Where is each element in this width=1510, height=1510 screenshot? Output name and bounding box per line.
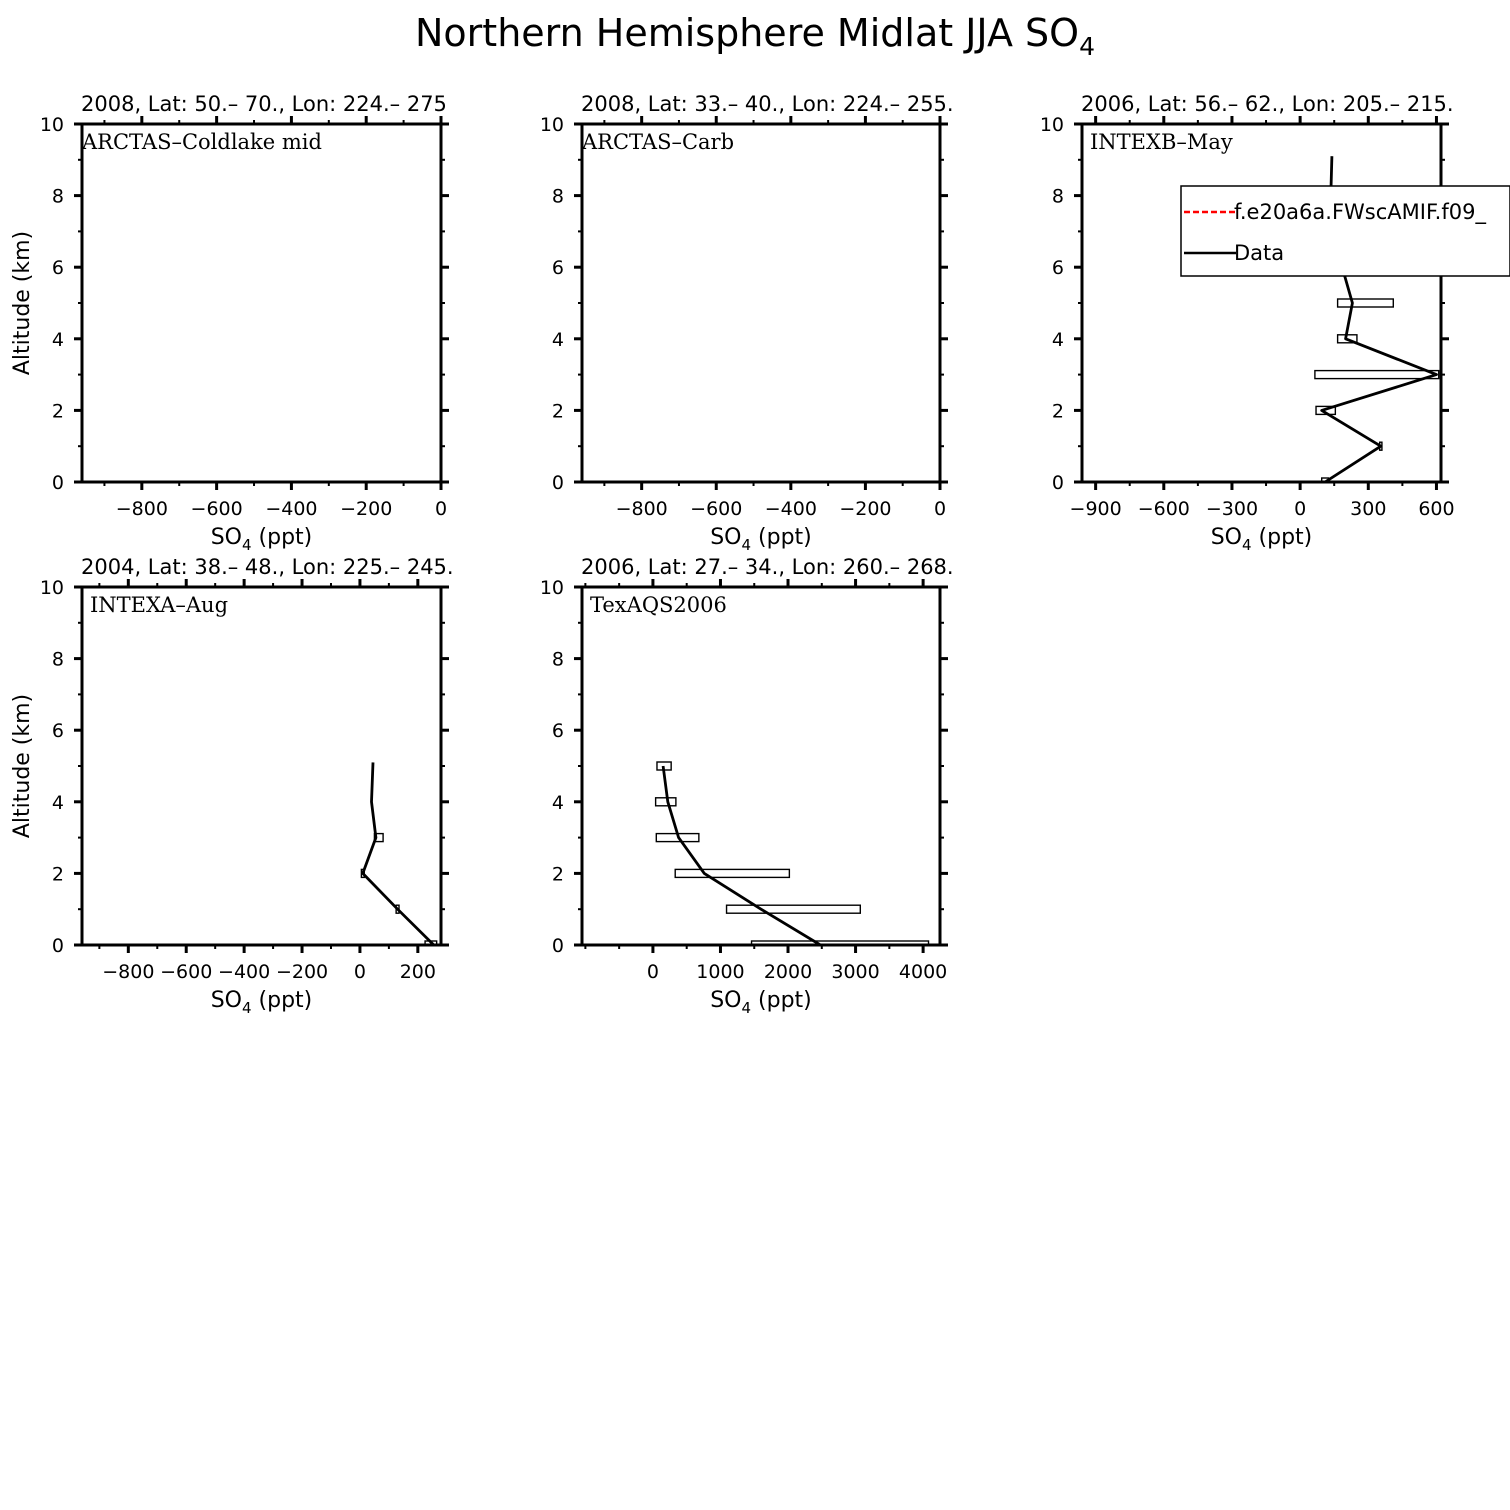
data-line — [663, 766, 820, 945]
x-axis-label — [710, 988, 812, 1017]
panel-label: TexAQS2006 — [590, 593, 727, 617]
x-axis-label-unit: (ppt) — [251, 525, 313, 550]
x-tick-label: −600 — [1137, 498, 1190, 520]
y-tick-label: 6 — [51, 720, 64, 743]
y-tick-label: 4 — [1051, 328, 1064, 351]
x-axis-label — [211, 525, 313, 554]
y-tick-label: 0 — [51, 472, 64, 494]
y-tick-label: 4 — [551, 791, 564, 814]
series-group — [656, 762, 929, 949]
plot-frame — [1082, 124, 1441, 482]
y-tick-label: 0 — [551, 935, 564, 957]
panel-header: 2008, Lat: 33.– 40., Lon: 224.– 255. — [581, 92, 954, 116]
x-tick-label: −600 — [190, 498, 243, 520]
x-tick-label: 0 — [353, 961, 366, 983]
x-axis-label-unit: (ppt) — [751, 988, 812, 1013]
x-tick-label: 0 — [933, 498, 947, 520]
legend — [1181, 186, 1510, 276]
panel-label: INTEXB–May — [1090, 130, 1233, 154]
x-axis-label-subscript: 4 — [741, 536, 752, 554]
axis-ticks — [74, 116, 449, 490]
y-tick-label: 10 — [39, 577, 64, 599]
x-tick-label: 300 — [1350, 498, 1387, 520]
x-axis-label — [211, 988, 313, 1017]
plot-frame — [82, 587, 441, 945]
x-axis-label-unit: (ppt) — [751, 525, 812, 550]
y-tick-label: 2 — [51, 400, 64, 423]
panel-3 — [10, 555, 454, 1017]
y-tick-label: 8 — [551, 185, 564, 208]
plot-frame — [82, 124, 441, 482]
x-axis-label-subscript: 4 — [242, 999, 252, 1017]
figure-title-subscript: 4 — [1079, 32, 1095, 61]
figure-title-main: Northern Hemisphere Midlat JJA SO — [415, 11, 1080, 55]
x-tick-label: 200 — [399, 961, 436, 983]
y-tick-label: 2 — [1051, 400, 1064, 423]
x-axis-label — [710, 525, 812, 554]
y-tick-label: 0 — [51, 935, 64, 957]
axis-ticks — [74, 579, 449, 953]
x-tick-label: −800 — [615, 498, 668, 520]
panel-header: 2008, Lat: 50.– 70., Lon: 224.– 275 — [81, 92, 447, 116]
x-tick-label: 0 — [1294, 498, 1307, 520]
y-tick-label: 8 — [1051, 185, 1064, 208]
y-axis-label: Altitude (km) — [10, 230, 35, 376]
x-tick-label: −800 — [102, 961, 155, 983]
x-tick-label: −300 — [1205, 498, 1259, 520]
x-tick-label: 4000 — [898, 961, 948, 983]
panel-label: ARCTAS–Coldlake mid — [82, 130, 322, 154]
x-axis-label-subscript: 4 — [741, 999, 752, 1017]
x-tick-label: −200 — [340, 498, 393, 520]
panel-header: 2006, Lat: 27.– 34., Lon: 260.– 268. — [581, 555, 954, 579]
y-tick-label: 4 — [51, 328, 64, 351]
legend-label: Data — [1234, 241, 1285, 265]
y-tick-label: 6 — [51, 257, 64, 280]
y-tick-label: 8 — [551, 648, 564, 671]
x-tick-label: −400 — [265, 498, 318, 520]
x-tick-label: −800 — [115, 498, 168, 520]
range-box — [1338, 299, 1394, 307]
range-box — [1315, 371, 1439, 379]
y-tick-label: 8 — [51, 185, 64, 208]
panel-2 — [1040, 92, 1510, 554]
panel-4 — [540, 555, 954, 1017]
y-tick-label: 4 — [51, 791, 64, 814]
x-tick-label: −400 — [764, 498, 817, 520]
y-tick-label: 2 — [551, 400, 564, 423]
range-box — [727, 905, 861, 913]
axis-ticks — [574, 116, 948, 490]
y-tick-label: 2 — [51, 863, 64, 886]
x-axis-label-so: SO — [210, 988, 243, 1013]
y-tick-label: 10 — [539, 114, 564, 136]
legend-label: f.e20a6a.FWscAMIF.f09_ — [1234, 200, 1486, 224]
y-tick-label: 2 — [551, 863, 564, 886]
x-tick-label: 600 — [1418, 498, 1455, 520]
y-tick-label: 6 — [1051, 257, 1064, 280]
panel-label: INTEXA–Aug — [90, 593, 229, 617]
y-tick-label: 6 — [551, 720, 564, 743]
panel-0 — [10, 92, 449, 554]
y-tick-label: 0 — [551, 472, 564, 494]
x-tick-label: −400 — [218, 961, 271, 983]
y-tick-label: 10 — [539, 577, 564, 599]
x-tick-label: 0 — [434, 498, 448, 520]
y-tick-label: 10 — [39, 114, 64, 136]
x-tick-label: −200 — [275, 961, 329, 983]
x-tick-label: 3000 — [831, 961, 880, 983]
y-tick-label: 6 — [551, 257, 564, 280]
panel-header: 2004, Lat: 38.– 48., Lon: 225.– 245. — [81, 555, 454, 579]
x-axis-label-so: SO — [210, 525, 243, 550]
y-tick-label: 4 — [551, 328, 564, 351]
x-tick-label: −200 — [839, 498, 892, 520]
y-axis-label: Altitude (km) — [10, 693, 35, 839]
y-tick-label: 8 — [51, 648, 64, 671]
x-axis-label — [1211, 525, 1313, 554]
x-tick-label: 1000 — [696, 961, 745, 983]
x-axis-label-so: SO — [710, 525, 742, 550]
x-axis-label-unit: (ppt) — [1251, 525, 1313, 550]
plot-frame — [582, 587, 940, 945]
panel-1 — [540, 92, 954, 554]
panel-label: ARCTAS–Carb — [582, 130, 735, 154]
x-axis-label-unit: (ppt) — [251, 988, 313, 1013]
x-tick-label: −900 — [1069, 498, 1122, 520]
x-axis-label-so: SO — [710, 988, 742, 1013]
y-tick-label: 0 — [1051, 472, 1064, 494]
y-tick-label: 10 — [1039, 114, 1064, 136]
panel-header: 2006, Lat: 56.– 62., Lon: 205.– 215. — [1081, 92, 1454, 116]
data-line — [363, 762, 434, 945]
range-box — [656, 798, 676, 806]
axis-ticks — [574, 579, 948, 953]
x-tick-label: −600 — [160, 961, 213, 983]
x-axis-label-subscript: 4 — [242, 536, 252, 554]
x-tick-label: 2000 — [763, 961, 813, 983]
figure-title — [415, 11, 1095, 61]
series-group — [361, 762, 436, 949]
range-box — [675, 869, 789, 877]
x-axis-label-subscript: 4 — [1242, 536, 1252, 554]
x-tick-label: −600 — [690, 498, 743, 520]
plot-frame — [582, 124, 940, 482]
x-tick-label: 0 — [646, 961, 659, 983]
panels — [10, 92, 1510, 1017]
x-axis-label-so: SO — [1210, 525, 1243, 550]
